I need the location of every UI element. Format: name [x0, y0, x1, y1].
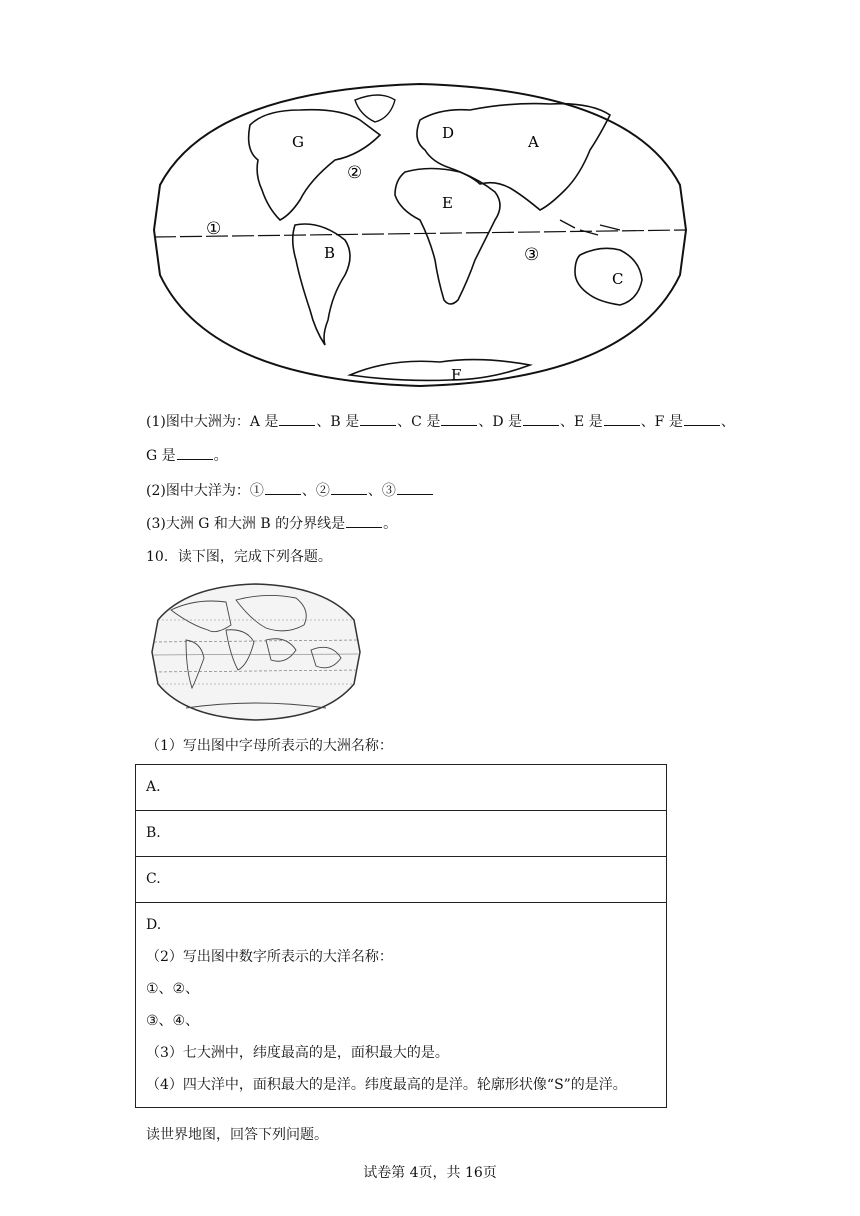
q10-sub1: （1）写出图中字母所表示的大洲名称： [146, 738, 393, 754]
text: 、C 是 [397, 414, 441, 430]
row-label: D. [146, 917, 162, 933]
answer-blank-c[interactable] [441, 411, 477, 426]
q9-line-3 [146, 480, 434, 501]
text: 、F 是 [640, 414, 683, 430]
map-label-ocean-2: ② [347, 163, 363, 183]
answer-row-d[interactable] [136, 903, 667, 1108]
map-label-B: B [324, 244, 336, 262]
text: (2)图中大洋为：① [146, 483, 264, 499]
text: 、③ [367, 483, 396, 499]
text: 、② [301, 483, 330, 499]
text: G 是 [146, 448, 176, 464]
answer-blank-f[interactable] [684, 411, 720, 426]
text: 。 [213, 448, 228, 464]
page-footer: 试卷第 4页，共 16页 [363, 1165, 497, 1181]
world-map-small [146, 580, 366, 722]
q10-sub2-line2: ③、④、 [146, 1013, 200, 1029]
answer-row-b[interactable] [136, 811, 667, 857]
row-label: A. [146, 779, 161, 795]
next-prompt: 读世界地图，回答下列问题。 [146, 1127, 328, 1143]
text: 、 [720, 414, 735, 430]
q10-title: 10．读下图，完成下列各题。 [146, 549, 332, 565]
answer-blank-g[interactable] [177, 445, 213, 460]
q10-sub2: （2）写出图中数字所表示的大洋名称： [146, 949, 393, 965]
text: 。 [383, 516, 398, 532]
answer-blank-boundary[interactable] [346, 513, 382, 528]
q9-line-4 [146, 513, 397, 534]
q10-sub2-line1: ①、②、 [146, 981, 200, 997]
row-label: B. [146, 825, 161, 841]
answer-blank-a[interactable] [279, 411, 315, 426]
text: 、E 是 [560, 414, 603, 430]
map-label-ocean-1: ① [206, 219, 222, 239]
world-map-continents [150, 80, 690, 390]
text: (3)大洲 G 和大洲 B 的分界线是 [146, 516, 346, 532]
q10-sub3: （3）七大洲中，纬度最高的是，面积最大的是。 [146, 1045, 449, 1061]
map-label-E: E [442, 194, 453, 212]
map-label-C: C [612, 270, 624, 288]
answer-row-a[interactable] [136, 765, 667, 811]
text: 、B 是 [316, 414, 360, 430]
answer-blank-ocean-1[interactable] [265, 480, 301, 495]
answer-blank-b[interactable] [360, 411, 396, 426]
map-label-D: D [442, 124, 455, 142]
row-label: C. [146, 871, 161, 887]
map-label-G: G [292, 133, 304, 151]
map-label-ocean-3: ③ [524, 245, 540, 265]
q9-line-2 [146, 445, 228, 466]
q10-sub4: （4）四大洋中，面积最大的是洋。纬度最高的是洋。轮廓形状像“S”的是洋。 [146, 1077, 627, 1093]
map-label-A: A [528, 133, 539, 151]
answer-blank-d[interactable] [523, 411, 559, 426]
answer-blank-e[interactable] [604, 411, 640, 426]
text: (1)图中大洲为：A 是 [146, 414, 279, 430]
q9-line-1 [146, 411, 735, 432]
answer-row-c[interactable] [136, 857, 667, 903]
map-label-F: F [451, 366, 462, 384]
answer-table [135, 764, 667, 1108]
answer-blank-ocean-3[interactable] [397, 480, 433, 495]
answer-blank-ocean-2[interactable] [331, 480, 367, 495]
text: 、D 是 [478, 414, 523, 430]
